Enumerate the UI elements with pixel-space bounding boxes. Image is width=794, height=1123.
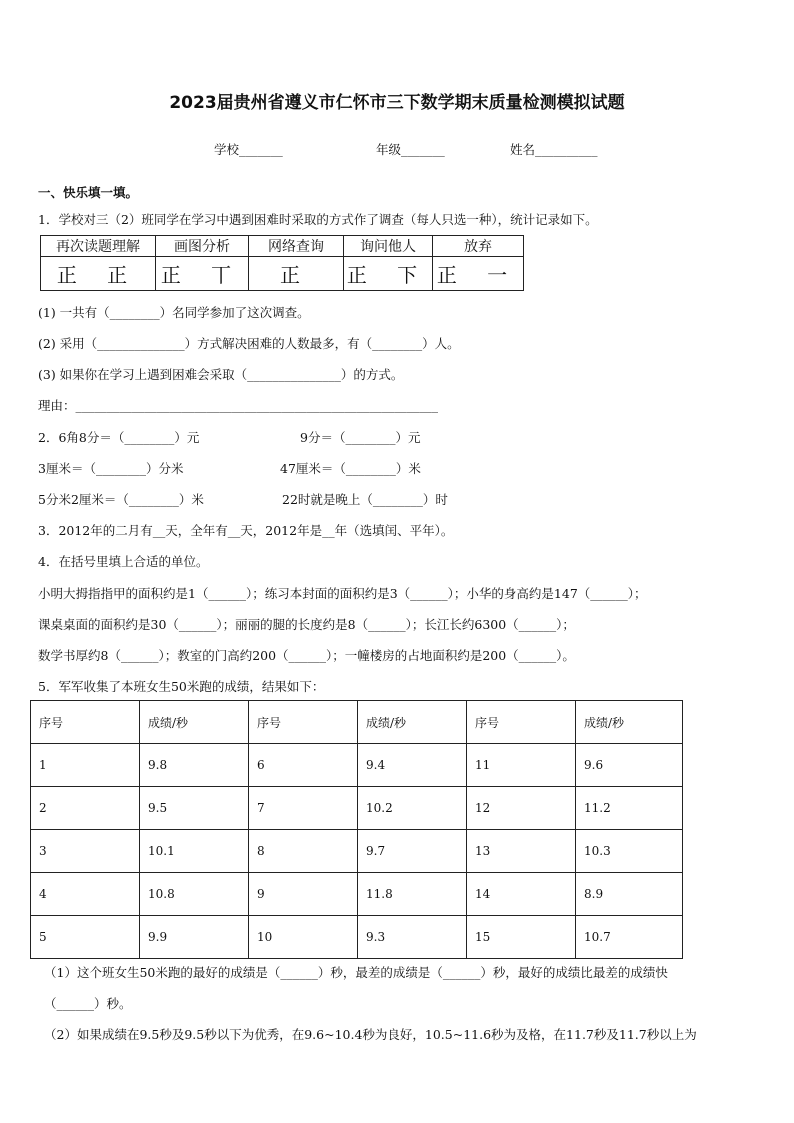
table-row xyxy=(31,916,683,959)
question-2-row3-right: 22时就是晚上（________）时 xyxy=(282,492,448,507)
table-row xyxy=(31,830,683,873)
tally-table xyxy=(40,235,524,291)
question-4-line2: 课桌桌面的面积约是30（______）；丽丽的腿的长度约是8（______）；长江长约6300（______）； xyxy=(38,617,575,632)
table-cell: 12 xyxy=(467,787,576,830)
table-row xyxy=(31,787,683,830)
tally-header: 再次读题理解 xyxy=(41,236,156,257)
question-5-sub2: （2）如果成绩在9.5秒及9.5秒以下为优秀，在9.6~10.4秒为良好，10.5~11.6秒为及格，在11.7秒及11.7秒以上为 xyxy=(44,1027,697,1042)
question-4-line3: 数学书厚约8（______）；教室的门高约200（______）；一幢楼房的占地面积约是200（______）。 xyxy=(38,648,575,663)
tally-mark: 正 丅 xyxy=(156,257,249,291)
page-title: 2023届贵州省遵义市仁怀市三下数学期末质量检测模拟试题 xyxy=(169,93,625,113)
table-cell: 10.7 xyxy=(576,916,683,959)
question-2-row1-right: 9分＝（________）元 xyxy=(300,430,421,445)
table-cell: 10.1 xyxy=(140,830,249,873)
question-2-row3-left: 5分米2厘米＝（________）米 xyxy=(38,492,204,507)
table-cell: 11.8 xyxy=(358,873,467,916)
table-cell: 10.8 xyxy=(140,873,249,916)
table-cell: 10.3 xyxy=(576,830,683,873)
question-1-reason: 理由：__________________________________________________________ xyxy=(38,398,439,413)
question-3: 3．2012年的二月有__天，全年有__天，2012年是__年（选填闰、平年）。 xyxy=(38,523,454,538)
scores-header: 序号 xyxy=(249,701,358,744)
table-cell: 1 xyxy=(31,744,140,787)
question-5-sub1-cont: （______）秒。 xyxy=(44,996,132,1011)
question-4-stem: 4．在括号里填上合适的单位。 xyxy=(38,554,209,569)
table-cell: 11.2 xyxy=(576,787,683,830)
table-cell: 2 xyxy=(31,787,140,830)
question-1-sub1: (1) 一共有（________）名同学参加了这次调查。 xyxy=(38,305,310,320)
tally-header: 询问他人 xyxy=(344,236,433,257)
tally-header: 放弃 xyxy=(433,236,524,257)
tally-header: 网络查询 xyxy=(249,236,344,257)
scores-header: 序号 xyxy=(31,701,140,744)
question-1-sub3: (3) 如果你在学习上遇到困难会采取（_______________）的方式。 xyxy=(38,367,404,382)
table-cell: 14 xyxy=(467,873,576,916)
table-cell: 9 xyxy=(249,873,358,916)
grade-field: 年级_______ xyxy=(376,142,445,157)
table-row xyxy=(31,873,683,916)
scores-table xyxy=(30,700,683,959)
table-cell: 7 xyxy=(249,787,358,830)
table-cell: 13 xyxy=(467,830,576,873)
table-cell: 9.8 xyxy=(140,744,249,787)
table-cell: 9.9 xyxy=(140,916,249,959)
tally-mark: 正 xyxy=(249,257,344,291)
table-cell: 9.4 xyxy=(358,744,467,787)
name-field: 姓名__________ xyxy=(510,142,598,157)
table-row xyxy=(31,744,683,787)
table-cell: 3 xyxy=(31,830,140,873)
table-cell: 9.6 xyxy=(576,744,683,787)
table-cell: 4 xyxy=(31,873,140,916)
scores-header: 序号 xyxy=(467,701,576,744)
table-cell: 6 xyxy=(249,744,358,787)
scores-header: 成绩/秒 xyxy=(576,701,683,744)
question-2-row2-right: 47厘米＝（________）米 xyxy=(280,461,421,476)
question-1-stem: 1．学校对三（2）班同学在学习中遇到困难时采取的方式作了调查（每人只选一种），统计记录如下。 xyxy=(38,212,598,227)
tally-mark: 正 正 xyxy=(41,257,156,291)
table-cell: 9.3 xyxy=(358,916,467,959)
tally-mark: 正 下 xyxy=(344,257,433,291)
table-cell: 10 xyxy=(249,916,358,959)
table-cell: 11 xyxy=(467,744,576,787)
question-2-row1-left: 2．6角8分＝（________）元 xyxy=(38,430,200,445)
question-5-stem: 5．军军收集了本班女生50米跑的成绩，结果如下： xyxy=(38,679,325,694)
question-2-row2-left: 3厘米＝（________）分米 xyxy=(38,461,184,476)
tally-mark: 正 一 xyxy=(433,257,524,291)
table-cell: 5 xyxy=(31,916,140,959)
table-cell: 8.9 xyxy=(576,873,683,916)
tally-header: 画图分析 xyxy=(156,236,249,257)
section-heading: 一、快乐填一填。 xyxy=(38,185,139,200)
scores-header: 成绩/秒 xyxy=(358,701,467,744)
table-cell: 8 xyxy=(249,830,358,873)
school-field: 学校_______ xyxy=(214,142,283,157)
question-5-sub1: （1）这个班女生50米跑的最好的成绩是（______）秒，最差的成绩是（______）秒，最好的成绩比最差的成绩快 xyxy=(44,965,668,980)
table-cell: 9.7 xyxy=(358,830,467,873)
question-4-line1: 小明大拇指指甲的面积约是1（______）；练习本封面的面积约是3（______）；小华的身高约是147（______）； xyxy=(38,586,647,601)
table-cell: 10.2 xyxy=(358,787,467,830)
table-cell: 9.5 xyxy=(140,787,249,830)
table-cell: 15 xyxy=(467,916,576,959)
scores-header: 成绩/秒 xyxy=(140,701,249,744)
question-1-sub2: (2) 采用（______________）方式解决困难的人数最多，有（________）人。 xyxy=(38,336,460,351)
